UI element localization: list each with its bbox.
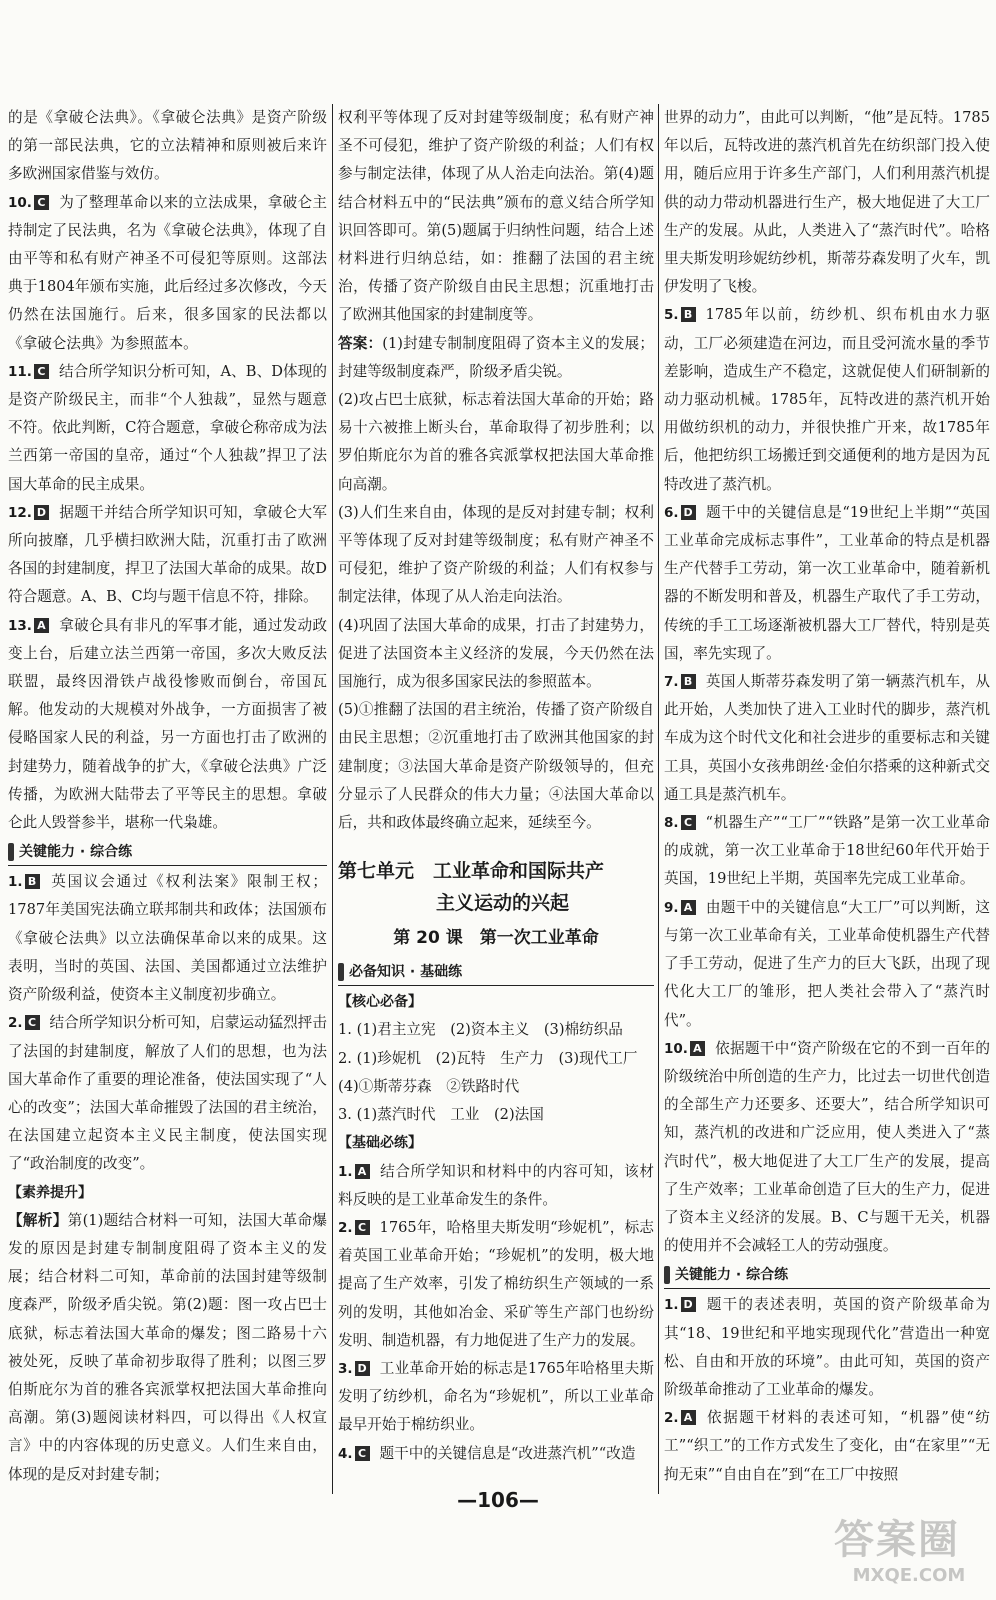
answer-item: 13. A 拿破仑具有非凡的军事才能，通过发动政变上台，后建立法兰西第一帝国，多次大败反法联盟，最终因滑铁卢战役惨败而倒台，帝国瓦解。他发动的大规模对外战争，一方面损害了被侵略国家人民的利益，另一方面也打击了欧洲的封建势力，随着战争的扩大，《拿破仑法典》广泛传播，为欧洲大陆带去了平等民主的思想。拿破仑此人毁誉参半，堪称一代枭雄。 xyxy=(8,616,327,832)
column-2 xyxy=(338,104,654,1499)
answer-item: 12. D 据题干并结合所学知识可知，拿破仑大军所向披靡，几乎横扫欧洲大陆，沉重打击了欧洲各国的封建制度，捍卫了法国大革命的成果。故D符合题意。A、B、C均与题干信息不符，排除。 xyxy=(8,503,327,606)
answer-block: (3)人们生来自由，体现的是反对封建专制；权利平等体现了反对封建等级制度；私有财产神圣不可侵犯，维护了资产阶级的利益；人们有权参与制定法律，体现了从人治走向法治。 xyxy=(338,503,654,606)
answer-item: 3. D 工业革命开始的标志是1765年哈格里夫斯发明了纺纱机，命名为“珍妮机”，所以工业革命最早开始于棉纺织业。 xyxy=(338,1359,654,1434)
answer-letter-box: B xyxy=(681,307,696,322)
answer-letter-box: B xyxy=(681,674,696,689)
answer-item: 6. D 题干中的关键信息是“19世纪上半期”“英国工业革命完成标志事件”，工业革命的特点是机器生产代替手工劳动，第一次工业革命中，随着新机器的不断发明和普及，机器生产取代了手工劳动，传统的手工工场逐渐被机器大工厂替代，特别是英国，率先实现了。 xyxy=(664,503,990,662)
subsection-label: 【基础必练】 xyxy=(338,1135,422,1152)
answer-letter-box: A xyxy=(355,1164,370,1179)
column-3 xyxy=(664,104,990,1499)
answer-letter-box: D xyxy=(681,1297,696,1312)
column-1 xyxy=(8,104,327,1499)
answer-letter-box: D xyxy=(34,505,49,520)
subsection-label: 【核心必备】 xyxy=(338,994,422,1011)
answer-item: 5. B 1785年以前，纺纱机、织布机由水力驱动，工厂必须建造在河边，而且受河流水量的季节差影响，造成生产不稳定，这就促使人们研制新的动力驱动机械。1785年，瓦特改进的蒸汽机开始用做纺织机的动力，并很快推广开来，故1785年后，他把纺织工场搬迁到交通便利的地方是因为瓦特改进了蒸汽机。 xyxy=(664,306,990,493)
section-header: 关键能力 · 综合练 xyxy=(664,1262,990,1289)
lesson-title: 第 20 课 第一次工业革命 xyxy=(393,928,599,949)
column-divider xyxy=(332,104,333,1494)
answer-item: 8. C “机器生产”“工厂”“铁路”是第一次工业革命的成就，第一次工业革命于18世纪60年代开始于英国，19世纪上半期，英国率先完成工业革命。 xyxy=(664,814,990,888)
section-marker-icon xyxy=(664,1266,670,1284)
unit-title: 第七单元 工业革命和国际共产 主义运动的兴起 xyxy=(338,860,605,915)
answer-letter-box: A xyxy=(34,618,49,633)
answer-item: 4. C 题干中的关键信息是“改进蒸汽机”“改造 xyxy=(338,1444,636,1462)
answer-letter-box: A xyxy=(690,1041,705,1056)
answer-letter-box: B xyxy=(25,874,40,889)
answer-letter-box: C xyxy=(355,1220,370,1235)
core-answer-line: 2. (1)珍妮机 (2)瓦特 生产力 (3)现代工厂 xyxy=(338,1049,638,1067)
page-number: —106— xyxy=(457,1488,539,1512)
answer-item: 2. C 1765年，哈格里夫斯发明“珍妮机”，标志着英国工业革命开始；“珍妮机”的发明，极大地提高了生产效率，引发了棉纺织生产领域的一系列的发明，其他如冶金、采矿等生产部门也纷纷发明、制造机器，有力地促进了生产力的发展。 xyxy=(338,1218,654,1349)
answer-item: 2. A 依据题干材料的表述可知，“机器”使“纺工”“织工”的工作方式发生了变化，由“在家里”“无拘无束”“自由自在”到“在工厂中按照 xyxy=(664,1409,990,1483)
core-answer-line: (4)①斯蒂芬森 ②铁路时代 xyxy=(338,1077,520,1095)
answer-letter-box: C xyxy=(34,195,49,210)
subsection-label: 【素养提升】 xyxy=(8,1184,92,1201)
paragraph: 世界的动力”，由此可以判断，“他”是瓦特。1785年以后，瓦特改进的蒸汽机首先在纺织部门投入使用，随后应用于许多生产部门，人们利用蒸汽机提供的动力带动机器进行生产，极大地促进了大工厂生产的发展。从此，人类进入了“蒸汽时代”。哈格里夫斯发明珍妮纺纱机，斯蒂芬森发明了火车，凯伊发明了飞梭。 xyxy=(664,109,990,296)
answer-block: (5)①推翻了法国的君主统治，传播了资产阶级自由民主思想；②沉重地打击了欧洲其他国家的封建制度；③法国大革命是资产阶级领导的，但充分显示了人民群众的伟大力量；④法国大革命以后，共和政体最终确立起来，延续至今。 xyxy=(338,701,654,832)
answer-item: 7. B 英国人斯蒂芬森发明了第一辆蒸汽机车，从此开始，人类加快了进入工业时代的脚步，蒸汽机车成为这个时代文化和社会进步的重要标志和关键工具，英国小女孩弗朗丝·金伯尔搭乘的这种新式交通工具是蒸汽机车。 xyxy=(664,673,990,803)
answer-item: 2. C 结合所学知识分析可知，启蒙运动猛烈抨击了法国的封建制度，解放了人们的思想，也为法国大革命作了重要的理论准备，使法国实现了“人心的改变”；法国大革命摧毁了法国的君主统治，在法国建立起资本主义民主制度，使法国实现了“政治制度的改变”。 xyxy=(8,1014,327,1173)
answer-letter-box: C xyxy=(355,1446,370,1461)
paragraph: 权利平等体现了反对封建等级制度；私有财产神圣不可侵犯，维护了资产阶级的利益；人们有权参与制定法律，体现了从人治走向法治。第(4)题结合材料五中的“民法典”颁布的意义结合所学知识回答即可。第(5)题属于归纳性问题，结合上述材料进行归纳总结，如：推翻了法国的君主统治，传播了资产阶级自由民主思想；沉重地打击了欧洲其他国家的封建制度等。 xyxy=(338,109,654,324)
answer-item: 1. A 结合所学知识和材料中的内容可知，该材料反映的是工业革命发生的条件。 xyxy=(338,1162,654,1208)
column-divider xyxy=(658,104,659,1494)
answer-letter-box: D xyxy=(355,1361,370,1376)
answer-letter-box: A xyxy=(681,900,696,915)
answer-item: 10. A 依据题干中“资产阶级在它的不到一百年的阶级统治中所创造的生产力，比过去一切世代创造的全部生产力还要多、还要大”，结合所学知识可知，蒸汽机的改进和广泛应用，使人类进入了“蒸汽时代”，极大地促进了大工厂生产的发展，提高了生产效率；工业革命创造了巨大的生产力，促进了资本主义经济的发展。B、C与题干无关，机器的使用并不会减轻工人的劳动强度。 xyxy=(664,1039,990,1255)
answer-block: 答案：(1)封建专制制度阻碍了资本主义的发展；封建等级制度森严，阶级矛盾尖锐。 xyxy=(338,334,654,380)
answer-letter-box: C xyxy=(34,364,49,379)
section-header: 必备知识 · 基础练 xyxy=(338,959,654,986)
answer-letter-box: A xyxy=(681,1410,696,1425)
watermark-logo: 答案圈 MXQE.COM xyxy=(834,1517,966,1586)
analysis-paragraph: 【解析】第(1)题结合材料一可知，法国大革命爆发的原因是封建专制制度阻碍了资本主义的发展；结合材料二可知，革命前的法国封建等级制度森严，阶级矛盾尖锐。第(2)题：图一攻占巴士底狱，标志着法国大革命的爆发；图二路易十六被处死，反映了革命初步取得了胜利；以图三罗伯斯庇尔为首的雅各宾派掌权把法国大革命推向高潮。第(3)题阅读材料四，可以得出《人权宣言》中的内容体现的历史意义。人们生来自由，体现的是反对封建专制； xyxy=(8,1211,327,1483)
section-marker-icon xyxy=(8,843,14,861)
section-header: 关键能力 · 综合练 xyxy=(8,839,327,866)
answer-block: (2)攻占巴士底狱，标志着法国大革命的开始；路易十六被推上断头台，革命取得了初步胜利；以罗伯斯庇尔为首的雅各宾派掌权把法国大革命推向高潮。 xyxy=(338,391,654,493)
paragraph: 的是《拿破仑法典》。《拿破仑法典》是资产阶级的第一部民法典，它的立法精神和原则被后来许多欧洲国家借鉴与效仿。 xyxy=(8,109,327,183)
answer-letter-box: C xyxy=(25,1015,40,1030)
answer-letter-box: D xyxy=(681,505,696,520)
answer-letter-box: C xyxy=(681,815,696,830)
answer-item: 11. C 结合所学知识分析可知，A、B、D体现的是资产阶级民主，而非“个人独裁”，显然与题意不符。依此判断，C符合题意，拿破仑称帝成为法兰西第一帝国的皇帝，通过“个人独裁”捍卫了法国大革命的民主成果。 xyxy=(8,362,327,493)
answer-item: 9. A 由题干中的关键信息“大工厂”可以判断，这与第一次工业革命有关，工业革命使机器生产代替了手工劳动，促进了生产力的巨大飞跃，出现了现代化大工厂的雏形，把人类社会带入了“蒸汽时代”。 xyxy=(664,898,990,1029)
answer-item: 10. C 为了整理革命以来的立法成果，拿破仑主持制定了民法典，名为《拿破仑法典》，体现了自由平等和私有财产神圣不可侵犯等原则。这部法典于1804年颁布实施，此后经过多次修改，今天仍然在法国施行。后来，很多国家的民法都以《拿破仑法典》为参照蓝本。 xyxy=(8,193,327,352)
answer-item: 1. D 题干的表述表明，英国的资产阶级革命为其“18、19世纪和平地实现现代化”营造出一种宽松、自由和开放的环境”。由此可知，英国的资产阶级革命推动了工业革命的爆发。 xyxy=(664,1296,990,1398)
core-answer-line: 1. (1)君主立宪 (2)资本主义 (3)棉纺织品 xyxy=(338,1021,623,1039)
section-marker-icon xyxy=(338,963,344,981)
answer-item: 1. B 英国议会通过《权利法案》限制王权；1787年美国宪法确立联邦制共和政体；法国颁布《拿破仑法典》以立法确保革命以来的成果。这表明，当时的英国、法国、美国都通过立法维护资产阶级利益，使资本主义制度初步确立。 xyxy=(8,873,327,1004)
core-answer-line: 3. (1)蒸汽时代 工业 (2)法国 xyxy=(338,1106,544,1124)
answer-block: (4)巩固了法国大革命的成果，打击了封建势力，促进了法国资本主义经济的发展，今天仍然在法国施行，成为很多国家民法的参照蓝本。 xyxy=(338,616,654,691)
